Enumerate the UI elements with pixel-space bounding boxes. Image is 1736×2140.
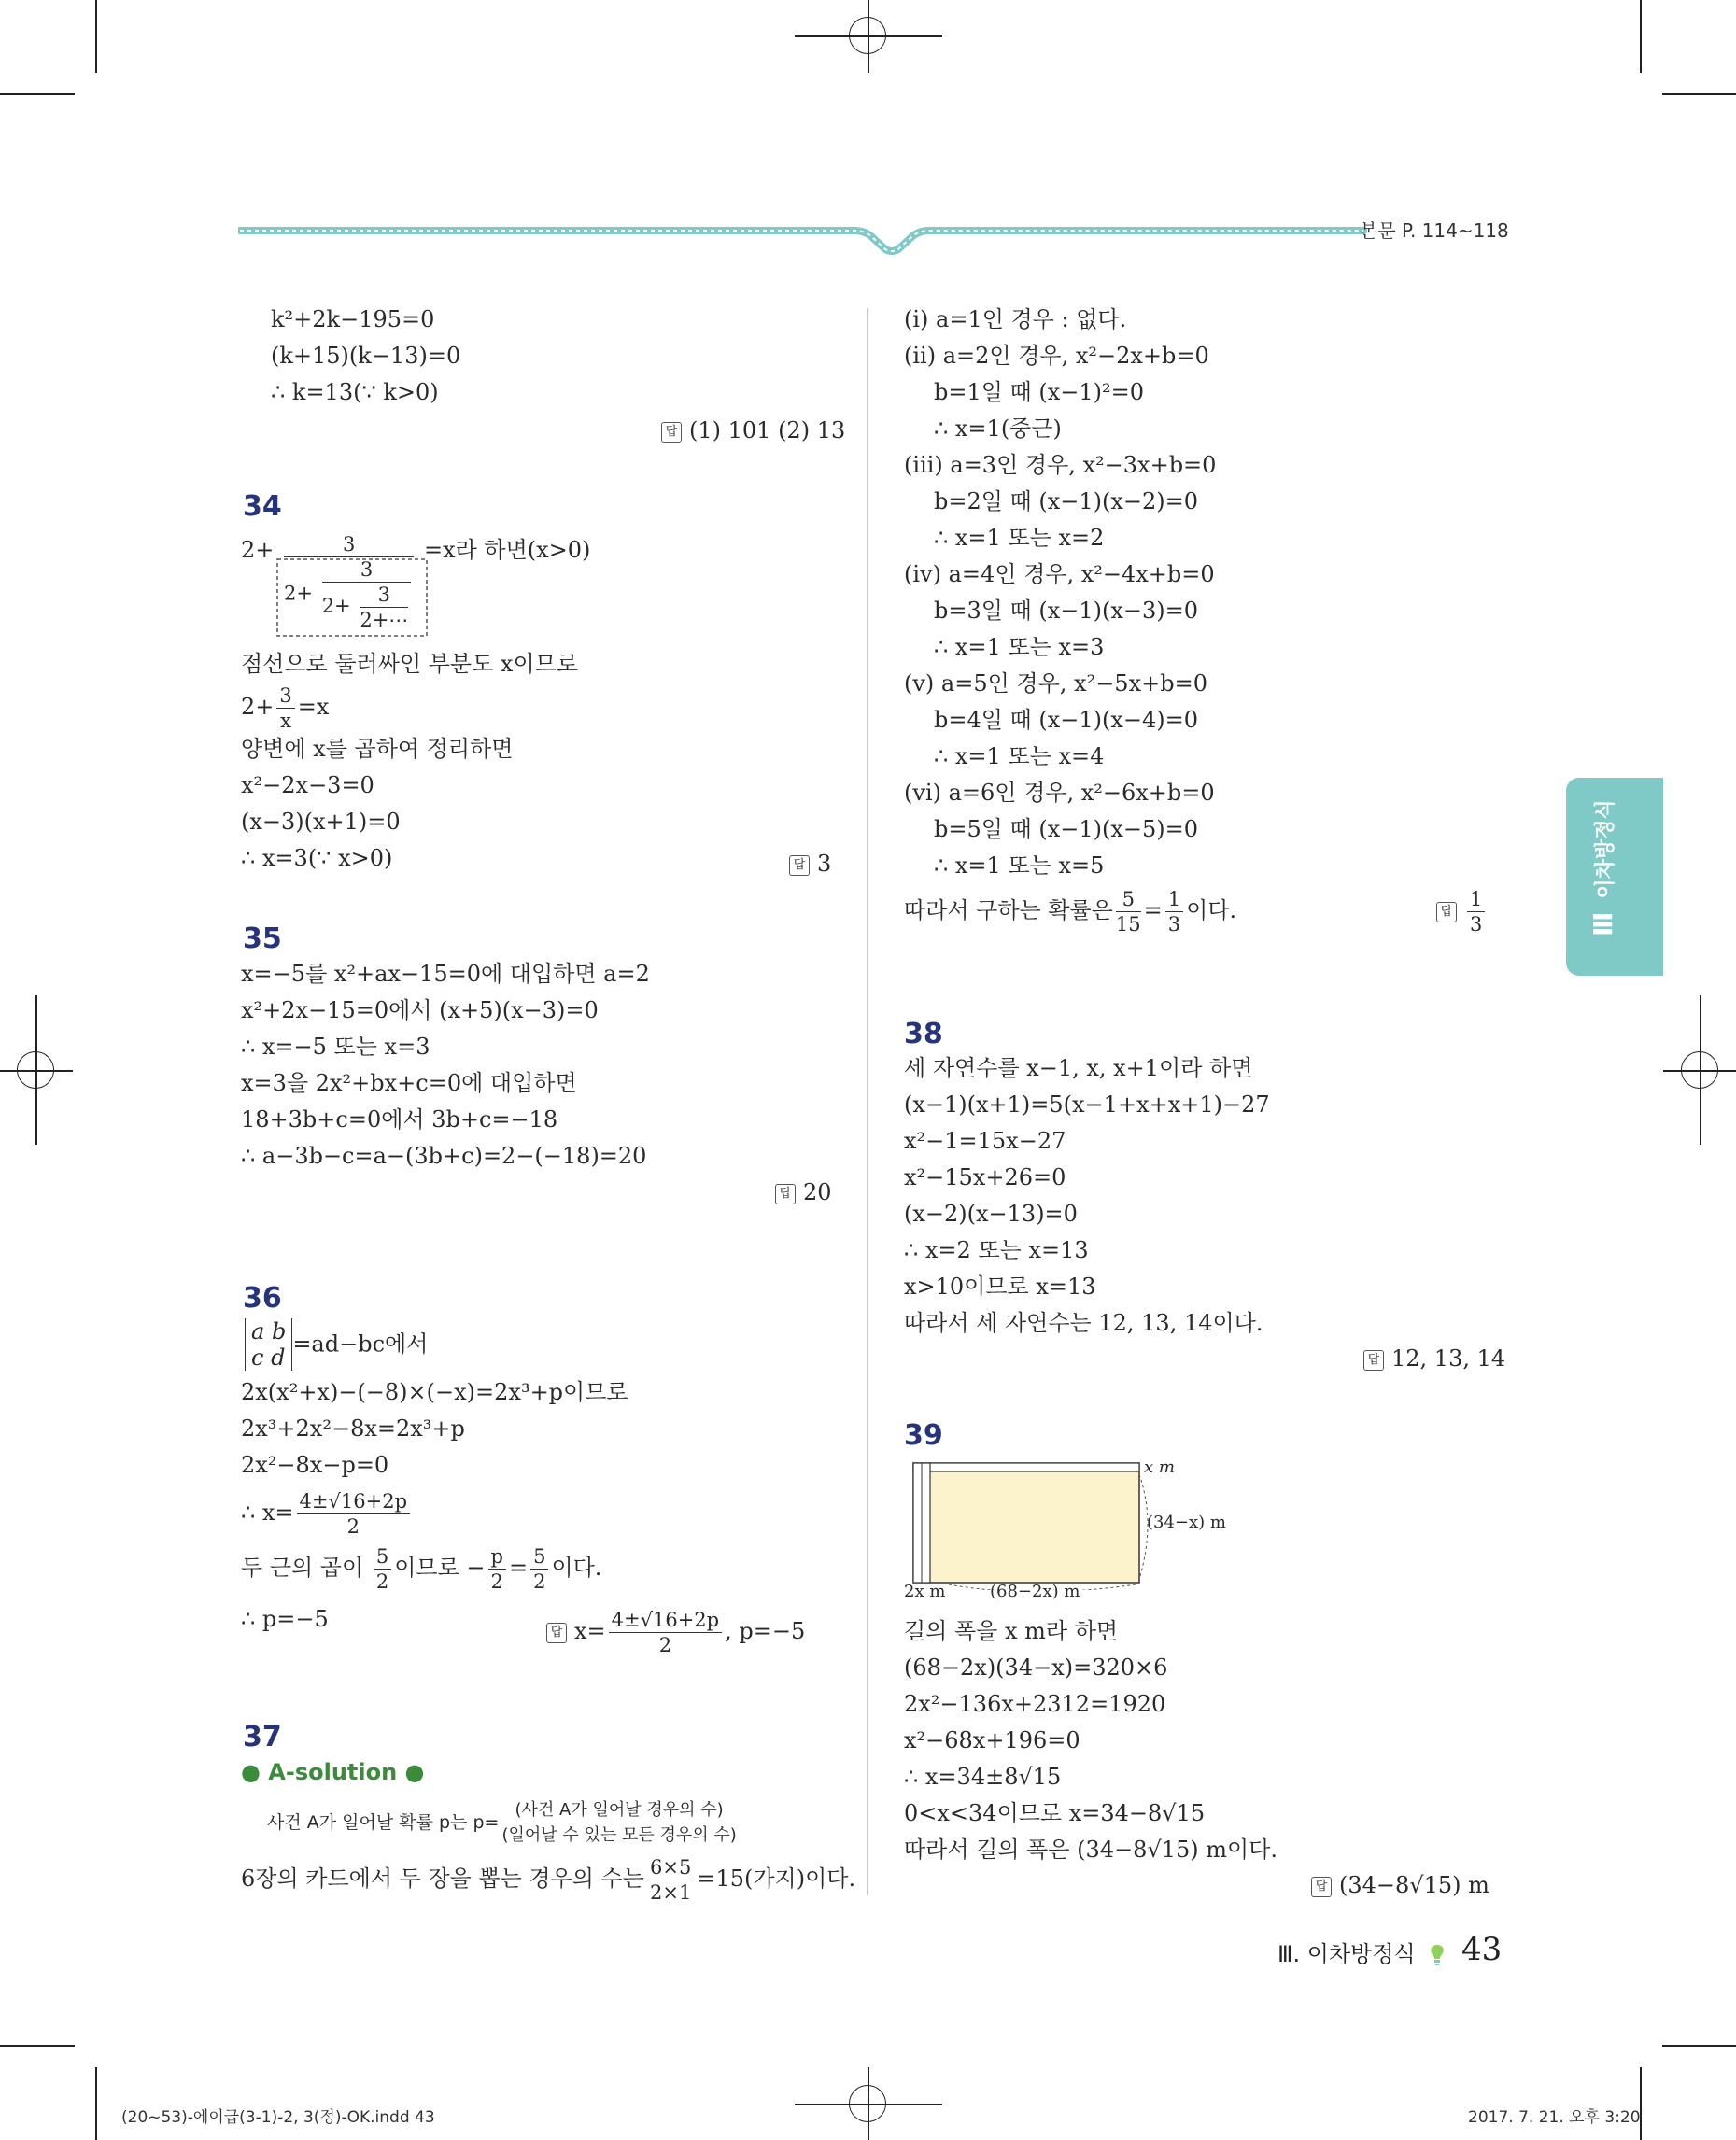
answer-39 (1311, 1867, 1489, 1904)
footer-filename: (20~53)-에이급(3-1)-2, 3(정)-OK.indd 43 (121, 2108, 435, 2127)
math-line: x>10이므로 x=13 (904, 1274, 1096, 1300)
math-line: 세 자연수를 x−1, x, x+1이라 하면 (904, 1055, 1253, 1081)
running-head-text: Ⅲ. 이차방정식 (1277, 1941, 1416, 1967)
math-line: 따라서 세 자연수는 12, 13, 14이다. (904, 1310, 1263, 1336)
left-top-solution (271, 302, 460, 411)
root-fraction (297, 1489, 410, 1539)
answer-fraction (1467, 887, 1485, 936)
case-line: (ⅰ) a=1인 경우 : 없다. (904, 306, 1127, 332)
crop-mark (1662, 2045, 1736, 2047)
math-line: x²−1=15x−27 (904, 1128, 1066, 1154)
frac-den: 3 (1470, 913, 1483, 936)
prob-fraction (501, 1798, 736, 1848)
frac-num: 1 (1165, 887, 1183, 912)
label-bottom: (68−2x) m (990, 1582, 1080, 1601)
math-line: 따라서 길의 폭은 (34−8√15) m이다. (904, 1837, 1278, 1863)
answer-mark: 답 (775, 1184, 796, 1204)
math-line: 2x(x²+x)−(−8)×(−x)=2x³+p이므로 (241, 1379, 628, 1405)
frac-den: 3 (1167, 913, 1181, 936)
math-line: ∴ k=13(∵ k>0) (271, 379, 439, 405)
math-line: (68−2x)(34−x)=320×6 (904, 1654, 1168, 1681)
frac-num: 5 (374, 1544, 391, 1570)
question-number-35: 35 (243, 922, 282, 955)
answer-mark: 답 (1436, 902, 1457, 922)
q38-body (904, 1050, 1270, 1342)
case-line: (ⅳ) a=4인 경우, x²−4x+b=0 (904, 561, 1215, 587)
product-line (241, 1542, 628, 1594)
page-number: 43 (1461, 1931, 1503, 1968)
math-line: (x−1)(x+1)=5(x−1+x+x+1)−27 (904, 1091, 1270, 1118)
q37-cases (904, 302, 1216, 884)
frac-den: 2 (658, 1634, 672, 1656)
case-line: b=2일 때 (x−1)(x−2)=0 (934, 488, 1199, 514)
frac-num: 5 (530, 1544, 548, 1570)
math-line: x²−68x+196=0 (904, 1727, 1080, 1753)
column-divider (867, 308, 868, 1895)
case-line: (ⅱ) a=2인 경우, x²−2x+b=0 (904, 343, 1209, 369)
answer-value: 20 (803, 1179, 832, 1205)
answer-36 (546, 1608, 805, 1657)
cf-numerator: 3 (284, 532, 414, 557)
math-line: x²+2x−15=0에서 (x+5)(x−3)=0 (241, 997, 599, 1023)
answer-tail: , p=−5 (725, 1618, 806, 1644)
cf-inner2-denominator: 2+⋯ (360, 609, 409, 631)
prob-fraction (1116, 887, 1141, 936)
crop-mark (0, 93, 75, 95)
math-line: 2x³+2x²−8x=2x³+p (241, 1415, 465, 1442)
label-xm: x m (1144, 1457, 1175, 1477)
prod-tail: 이다. (551, 1555, 602, 1581)
prob-lead: 사건 A가 일어날 확률 p는 p= (267, 1812, 500, 1833)
frac-num: 4±√16+2p (609, 1608, 722, 1633)
prod-mid: 이므로 − (394, 1555, 486, 1581)
page-reference: 본문 P. 114~118 (1360, 219, 1509, 242)
frac-den: 2 (533, 1570, 546, 1593)
answer-mark: 답 (1311, 1877, 1332, 1897)
crop-mark (1662, 93, 1736, 95)
cards-fraction (647, 1855, 694, 1905)
math-line: ∴ a−3b−c=a−(3b+c)=2−(−18)=20 (241, 1143, 647, 1169)
math-line: 길의 폭을 x m라 하면 (904, 1618, 1119, 1644)
eq-lead: 2+ (241, 694, 275, 720)
answer-lead: x= (574, 1618, 606, 1644)
question-number-39: 39 (904, 1419, 943, 1452)
registration-circle (849, 17, 886, 54)
eq-fraction (276, 683, 294, 733)
case-line: b=3일 때 (x−1)(x−3)=0 (934, 598, 1199, 624)
answer-mark: 답 (546, 1623, 567, 1643)
prob-tail: 이다. (1186, 897, 1237, 923)
cf-inner-denominator (322, 583, 412, 632)
prob-fraction (1165, 887, 1183, 936)
garden-diagram (911, 1459, 1154, 1590)
text-line: 양변에 x를 곱하여 정리하면 (241, 736, 514, 762)
math-line: 0<x<34이므로 x=34−8√15 (904, 1800, 1206, 1826)
prod-lead: 두 근의 곱이 (241, 1555, 364, 1581)
case-line: (ⅵ) a=6인 경우, x²−6x+b=0 (904, 780, 1215, 806)
math-line: k²+2k−195=0 (271, 306, 435, 332)
crop-mark (1640, 0, 1642, 73)
probability-definition (267, 1798, 740, 1848)
root-denominator: 2 (346, 1515, 360, 1538)
registration-circle (1681, 1051, 1718, 1089)
answer-mark: 답 (1363, 1350, 1384, 1371)
frac-num: 6×5 (647, 1855, 694, 1880)
lightbulb-icon (1428, 1943, 1447, 1967)
math-line: ∴ x=3(∵ x>0) (241, 845, 393, 871)
math-line: (x−2)(x−13)=0 (904, 1201, 1078, 1227)
math-line: x=−5를 x²+ax−15=0에 대입하면 a=2 (241, 961, 650, 987)
registration-circle (849, 2085, 886, 2122)
answer-38 (1363, 1341, 1505, 1377)
label-2xm: 2x m (904, 1582, 946, 1601)
cf-inner2-numerator: 3 (360, 583, 408, 608)
prod-fraction (530, 1544, 548, 1594)
q39-body (904, 1613, 1277, 1868)
answer-37 (1436, 887, 1488, 936)
case-line: b=4일 때 (x−1)(x−4)=0 (934, 707, 1199, 733)
answer-value: 12, 13, 14 (1391, 1345, 1506, 1372)
chapter-numeral: Ⅲ (1588, 911, 1618, 936)
prod-fraction (374, 1544, 391, 1594)
answer-value: 3 (817, 851, 832, 877)
text-line: 점선으로 둘러싸인 부분도 x이므로 (241, 651, 578, 677)
chapter-name: 이차방정식 (1594, 799, 1617, 899)
a-solution-label: ● A-solution ● (241, 1759, 425, 1785)
chapter-tab-label (1588, 799, 1618, 936)
frac-den: 15 (1115, 913, 1141, 936)
det-row: c d (251, 1345, 286, 1371)
answer-mark: 답 (661, 422, 682, 443)
answer-value: (1) 101 (2) 13 (689, 417, 846, 443)
crop-mark (0, 2045, 75, 2047)
equation-line (241, 683, 578, 731)
prod-fraction (488, 1544, 506, 1594)
cards-line (241, 1855, 855, 1905)
det-row: a b (251, 1318, 287, 1345)
math-line: 18+3b+c=0에서 3b+c=−18 (241, 1106, 558, 1133)
answer-top (661, 413, 845, 449)
math-line: ∴ x=−5 또는 x=3 (241, 1034, 430, 1060)
case-line: (ⅴ) a=5인 경우, x²−5x+b=0 (904, 670, 1207, 697)
root-line (241, 1484, 628, 1542)
answer-35 (775, 1175, 832, 1211)
cf-fraction (284, 532, 414, 632)
case-line: ∴ x=1 또는 x=3 (934, 634, 1105, 660)
frac-num: p (488, 1544, 506, 1570)
cf-tail: =x라 하면(x>0) (423, 537, 591, 563)
math-line: ∴ p=−5 (241, 1606, 329, 1632)
root-lead: ∴ x= (241, 1499, 294, 1526)
q35-body (241, 956, 650, 1175)
crop-mark (95, 0, 97, 73)
header-band (238, 218, 1368, 255)
continued-fraction (241, 532, 590, 632)
math-line: 2x²−8x−p=0 (241, 1452, 389, 1478)
frac-den: 2 (490, 1570, 503, 1593)
case-line: ∴ x=1 또는 x=2 (934, 525, 1105, 551)
cf-inner-numerator: 3 (322, 557, 412, 583)
case-line: b=5일 때 (x−1)(x−5)=0 (934, 816, 1199, 842)
prob-lead: 따라서 구하는 확률은 (904, 897, 1113, 923)
q34-body (241, 646, 578, 877)
answer-mark: 답 (789, 855, 810, 876)
prod-eq: = (508, 1555, 529, 1581)
eq-tail: =x (297, 694, 330, 720)
math-line: x²−15x+26=0 (904, 1164, 1066, 1190)
math-line: ∴ x=2 또는 x=13 (904, 1237, 1089, 1263)
registration-circle (17, 1051, 54, 1089)
cards-tail: =15(가지)이다. (697, 1865, 856, 1892)
cf-denominator (284, 557, 414, 632)
cards-lead: 6장의 카드에서 두 장을 뽑는 경우의 수는 (241, 1865, 644, 1892)
case-line: (ⅲ) a=3인 경우, x²−3x+b=0 (904, 452, 1217, 478)
frac-den: (일어날 수 있는 모든 경우의 수) (501, 1825, 737, 1845)
footer-timestamp: 2017. 7. 21. 오후 3:20 (1468, 2108, 1641, 2127)
cf-inner-fraction (322, 557, 412, 632)
question-number-37: 37 (243, 1721, 282, 1753)
math-line: (x−3)(x+1)=0 (241, 809, 401, 835)
math-line: x²−2x−3=0 (241, 772, 374, 798)
running-head (1277, 1936, 1447, 1968)
math-line: 2x²−136x+2312=1920 (904, 1691, 1166, 1717)
case-line: ∴ x=1 또는 x=4 (934, 743, 1105, 769)
q36-body (241, 1374, 628, 1638)
case-line: b=1일 때 (x−1)²=0 (934, 379, 1145, 405)
det-tail: =ad−bc에서 (292, 1330, 429, 1358)
determinant-line (245, 1318, 428, 1371)
question-number-34: 34 (243, 490, 282, 523)
crop-mark (95, 2067, 97, 2140)
math-line: (k+15)(k−13)=0 (271, 343, 461, 369)
label-side: (34−x) m (1147, 1513, 1226, 1532)
determinant (245, 1318, 292, 1371)
eq-denominator: x (280, 710, 291, 732)
prob-eq: = (1143, 897, 1163, 923)
frac-num: 1 (1467, 887, 1485, 912)
frac-den: 2 (375, 1570, 389, 1593)
math-line: ∴ x=34±8√15 (904, 1764, 1062, 1790)
frac-den: 2×1 (650, 1881, 692, 1904)
frac-num: 5 (1116, 887, 1141, 912)
question-number-36: 36 (243, 1282, 282, 1315)
case-line: ∴ x=1 또는 x=5 (934, 852, 1105, 879)
question-number-38: 38 (904, 1018, 943, 1050)
math-line: x=3을 2x²+bx+c=0에 대입하면 (241, 1070, 577, 1096)
case-line: ∴ x=1(중근) (934, 415, 1062, 442)
cf-lead: 2+ (241, 537, 275, 563)
answer-34 (789, 846, 831, 882)
frac-num: (사건 A가 일어날 경우의 수) (501, 1798, 736, 1823)
cf-inner-lead: 2+ (284, 582, 313, 605)
cf-inner2-fraction (360, 583, 408, 632)
answer-fraction (609, 1608, 722, 1657)
cf-inner2-lead: 2+ (321, 595, 351, 617)
eq-numerator: 3 (276, 683, 294, 709)
q37-probability (904, 887, 1236, 936)
answer-value: (34−8√15) m (1339, 1872, 1489, 1898)
root-numerator: 4±√16+2p (297, 1489, 410, 1514)
